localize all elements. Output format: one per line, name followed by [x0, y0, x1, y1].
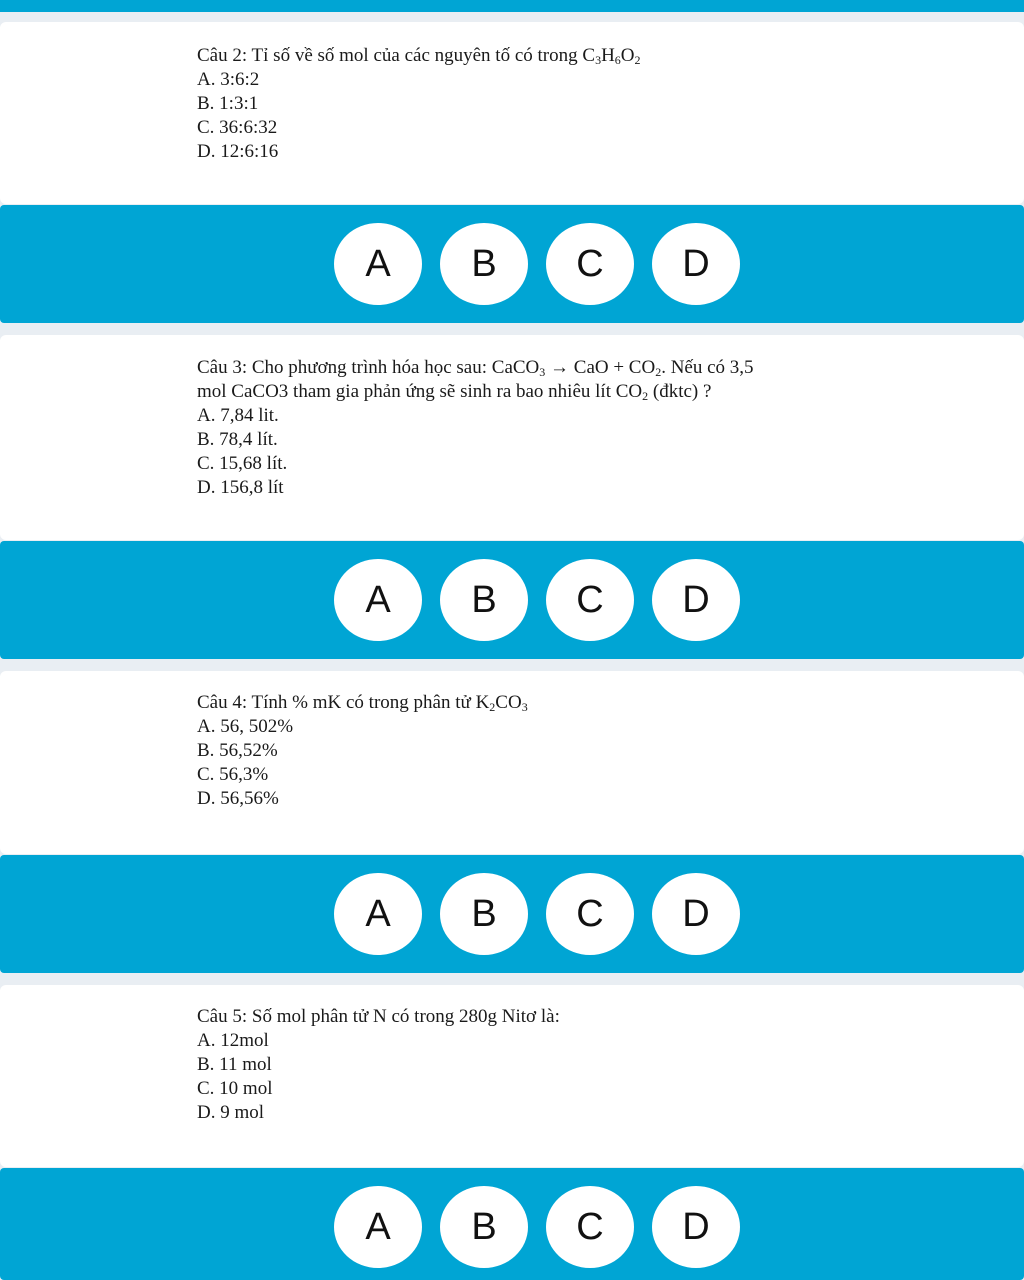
- question-card-2: [0, 22, 1024, 204]
- answer-band-4: [0, 855, 1024, 973]
- answer-button-c[interactable]: C: [546, 223, 634, 305]
- question-2-text: Câu 2: Tỉ số về số mol của các nguyên tố có trong $C_3H_6O_2$: [197, 45, 641, 67]
- answer-button-c[interactable]: C: [546, 1186, 634, 1268]
- answer-band-5: [0, 1168, 1024, 1280]
- option-d: D. 12:6:16: [197, 141, 279, 162]
- option-b: B. 1:3:1: [197, 93, 259, 114]
- option-d: D. 156,8 lít: [197, 477, 284, 498]
- answer-button-c[interactable]: C: [546, 873, 634, 955]
- answer-button-a[interactable]: A: [334, 873, 422, 955]
- answer-band-3: [0, 541, 1024, 659]
- answer-button-a[interactable]: A: [334, 223, 422, 305]
- answer-button-a[interactable]: A: [334, 1186, 422, 1268]
- option-d: D. 56,56%: [197, 788, 279, 809]
- option-a: A. 3:6:2: [197, 69, 260, 90]
- question-card-5: [0, 985, 1024, 1167]
- option-d: D. 9 mol: [197, 1102, 265, 1123]
- answer-button-b[interactable]: B: [440, 873, 528, 955]
- option-c: C. 36:6:32: [197, 117, 278, 138]
- question-3: [197, 356, 904, 500]
- option-b: B. 56,52%: [197, 740, 278, 761]
- option-a: A. 12mol: [197, 1030, 269, 1051]
- answer-band-2: [0, 205, 1024, 323]
- option-c: C. 15,68 lít.: [197, 453, 288, 474]
- option-b: B. 78,4 lít.: [197, 429, 278, 450]
- option-a: A. 7,84 lit.: [197, 405, 279, 426]
- option-a: A. 56, 502%: [197, 716, 294, 737]
- option-c: C. 56,3%: [197, 764, 269, 785]
- question-4: [197, 691, 904, 811]
- question-2: [197, 44, 904, 164]
- question-5: [197, 1005, 904, 1125]
- answer-button-b[interactable]: B: [440, 223, 528, 305]
- question-3-line-1: Câu 3: Cho phương trình hóa học sau: CaCO$_3$ → CaO + $CO_2$. Nếu có 3,5: [197, 357, 754, 379]
- answer-button-d[interactable]: D: [652, 223, 740, 305]
- question-4-text: Câu 4: Tính % mK có trong phân tử $K_2CO_3$: [197, 692, 528, 714]
- answer-button-b[interactable]: B: [440, 1186, 528, 1268]
- answer-button-a[interactable]: A: [334, 559, 422, 641]
- option-c: C. 10 mol: [197, 1078, 273, 1099]
- answer-button-d[interactable]: D: [652, 559, 740, 641]
- option-b: B. 11 mol: [197, 1054, 272, 1075]
- answer-button-b[interactable]: B: [440, 559, 528, 641]
- answer-button-c[interactable]: C: [546, 559, 634, 641]
- top-accent-bar: [0, 0, 1024, 12]
- answer-button-d[interactable]: D: [652, 873, 740, 955]
- question-5-text: Câu 5: Số mol phân tử N có trong 280g Nitơ là:: [197, 1006, 560, 1027]
- answer-button-d[interactable]: D: [652, 1186, 740, 1268]
- question-card-3: [0, 335, 1024, 540]
- question-3-line-2: mol CaCO3 tham gia phản ứng sẽ sinh ra bao nhiêu lít $CO_2$ (đktc) ?: [197, 381, 712, 403]
- question-card-4: [0, 671, 1024, 854]
